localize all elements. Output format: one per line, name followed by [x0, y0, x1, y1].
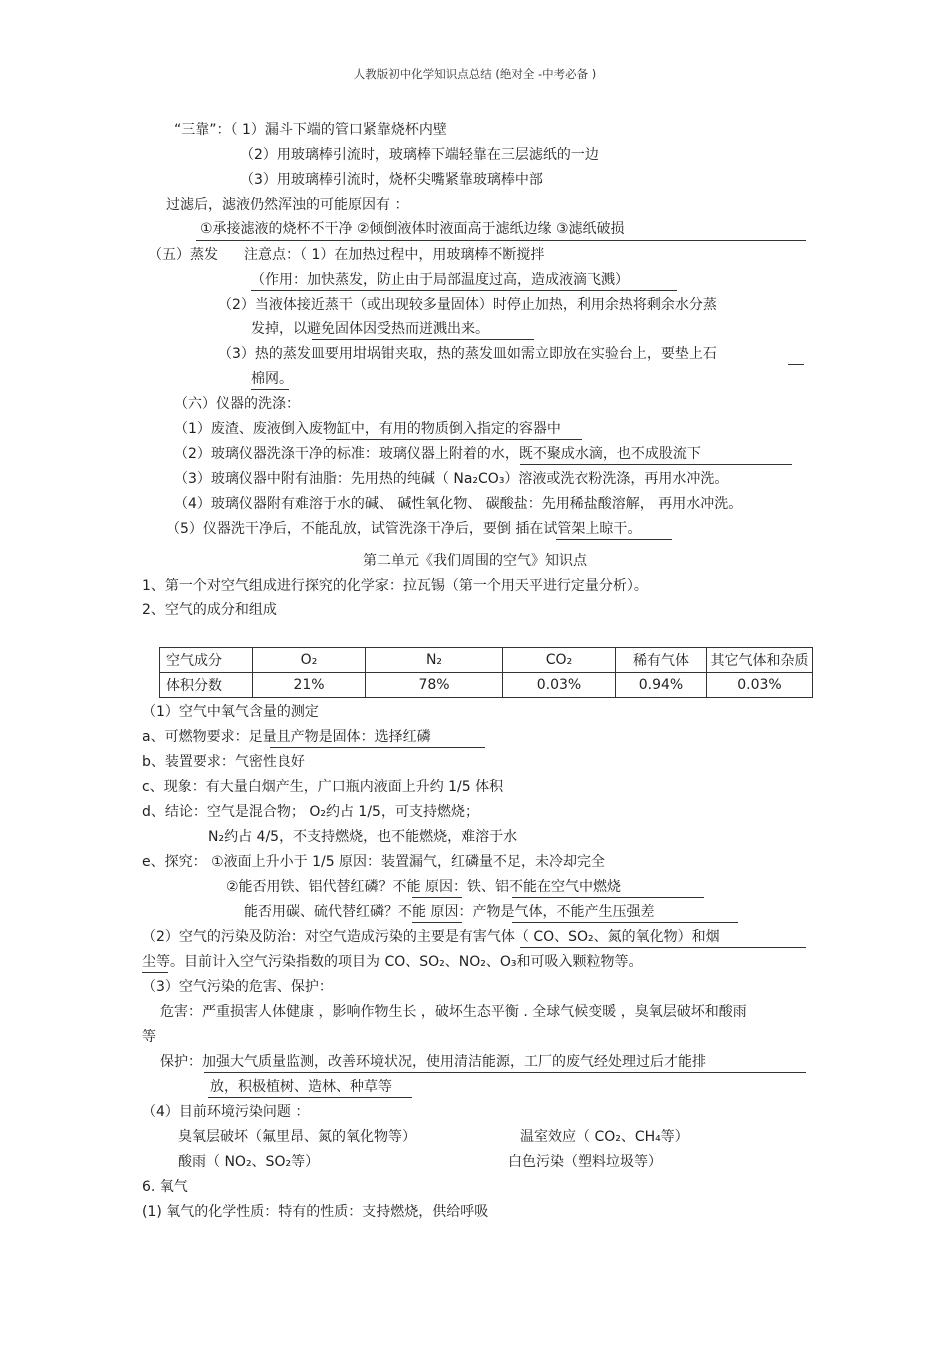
underline-rule [251, 389, 289, 390]
underline-rule [142, 972, 168, 973]
underline-rule [520, 464, 792, 465]
oxygen-measure-e2: ②能否用铁、铝代替红磷？不能 原因：铁、铝不能在空气中燃烧 [226, 879, 621, 895]
underline-rule [204, 1072, 806, 1073]
oxygen-measure-d: d、结论：空气是混合物； O₂约占 1/5，可支持燃烧； [142, 804, 479, 820]
washing-item-5: （5）仪器洗干净后，不能乱放，试管洗涤干净后，要倒 插在试管架上晾干。 [166, 521, 642, 537]
oxygen-property: (1) 氧气的化学性质：特有的性质：支持燃烧，供给呼吸 [142, 1204, 489, 1220]
washing-title: （六）仪器的洗涤： [174, 396, 300, 412]
table-cell: 78% [366, 673, 503, 698]
oxygen-measure-title: （1）空气中氧气含量的测定 [142, 704, 319, 720]
oxygen-measure-a: a、可燃物要求：足量且产物是固体：选择红磷 [142, 729, 431, 745]
evaporation-purpose: （作用：加快蒸发，防止由于局部温度过高，造成液滴飞溅） [251, 272, 629, 288]
pollution-harm-line1: 危害：严重损害人体健康 ，影响作物生长 ，破坏生态平衡 . 全球气候变暖 ，臭氧层破坏和酸雨 [160, 1004, 747, 1020]
table-cell: 0.03% [707, 673, 813, 698]
pollution-protect-line2: 放，积极植树、造林、种草等 [210, 1079, 392, 1095]
underline-rule [196, 240, 806, 241]
pollution-p3-title: （3）空气污染的危害、保护： [142, 979, 333, 995]
underline-rule [412, 922, 462, 923]
air-composition-table [159, 647, 813, 698]
underline-rule [251, 290, 677, 291]
table-row [160, 648, 813, 673]
pollution-protect-line1: 保护：加强大气质量监测，改善环境状况，使用清洁能源，工厂的废气经处理过后才能排 [160, 1054, 706, 1070]
table-header-cell: 稀有气体 [616, 648, 707, 673]
oxygen-measure-e3: 能否用碳、硫代替红磷？不能 原因：产物是气体，不能产生压强差 [244, 904, 655, 920]
table-row [160, 673, 813, 698]
underline-rule [512, 897, 704, 898]
pollution-p4-title: （4）目前环境污染问题 ： [142, 1104, 310, 1120]
underline-rule [312, 339, 534, 340]
pollution-ozone: 臭氧层破坏（氟里昂、氮的氧化物等） [178, 1129, 416, 1145]
evaporation-note-2-cont: 发掉，以避免固体因受热而迸溅出来。 [251, 321, 489, 337]
evaporation-note-1: 注意点：（ 1）在加热过程中，用玻璃棒不断搅拌 [244, 247, 545, 263]
table-cell: 0.94% [616, 673, 707, 698]
unit2-title: 第二单元《我们周围的空气》知识点 [363, 553, 587, 569]
unit2-point-2: 2、空气的成分和组成 [142, 602, 277, 618]
filter-three-lean-2: （2）用玻璃棒引流时，玻璃棒下端轻靠在三层滤纸的一边 [240, 147, 599, 163]
underline-rule [788, 364, 804, 365]
table-header-cell: CO₂ [503, 648, 616, 673]
table-cell: 21% [253, 673, 366, 698]
table-header-cell: O₂ [253, 648, 366, 673]
table-header-cell: 空气成分 [160, 648, 253, 673]
evaporation-note-3: （3）热的蒸发皿要用坩埚钳夹取，热的蒸发皿如需立即放在实验台上，要垫上石 [218, 346, 717, 362]
washing-item-4: （4）玻璃仪器附有难溶于水的碱、 碱性氧化物、 碳酸盐：先用稀盐酸溶解， 再用水冲洗。 [174, 496, 743, 512]
oxygen-measure-b: b、装置要求：气密性良好 [142, 754, 305, 770]
pollution-white: 白色污染（塑料垃圾等） [508, 1154, 662, 1170]
underline-rule [208, 1097, 412, 1098]
oxygen-measure-d2: N₂约占 4/5，不支持燃烧，也不能燃烧，难溶于水 [208, 829, 518, 845]
pollution-p2-line2: 尘等。目前计入空气污染指数的项目为 CO、SO₂、NO₂、O₃和可吸入颗粒物等。 [142, 954, 643, 970]
underline-rule [512, 922, 738, 923]
filter-three-lean-3: （3）用玻璃棒引流时，烧杯尖嘴紧靠玻璃棒中部 [240, 172, 543, 188]
pollution-acid-rain: 酸雨（ NO₂、SO₂等） [178, 1154, 320, 1170]
filter-turbid-reasons: ①承接滤液的烧杯不干净 ②倾倒液体时液面高于滤纸边缘 ③滤纸破损 [200, 221, 625, 237]
washing-item-1: （1）废渣、废液倒入废物缸中，有用的物质倒入指定的容器中 [174, 421, 561, 437]
underline-rule [326, 439, 582, 440]
table-cell: 0.03% [503, 673, 616, 698]
evaporation-note-2: （2）当液体接近蒸干（或出现较多量固体）时停止加热，利用余热将剩余水分蒸 [218, 297, 717, 313]
table-cell: 体积分数 [160, 673, 253, 698]
underline-rule [556, 539, 672, 540]
filter-turbid-intro: 过滤后，滤液仍然浑浊的可能原因有 ： [166, 197, 409, 213]
page-header: 人教版初中化学知识点总结 (绝对全 -中考必备 ) [353, 67, 597, 81]
underline-rule [412, 897, 462, 898]
oxygen-title: 6. 氧气 [142, 1179, 188, 1195]
table-header-cell: N₂ [366, 648, 503, 673]
pollution-greenhouse: 温室效应（ CO₂、CH₄等） [520, 1129, 689, 1145]
underline-rule [520, 947, 806, 948]
oxygen-measure-e: e、探究： ①液面上升小于 1/5 原因：装置漏气，红磷量不足，未冷却完全 [142, 854, 606, 870]
pollution-p2-line1: （2）空气的污染及防治：对空气造成污染的主要是有害气体（ CO、SO₂、氮的氧化物）和烟 [142, 929, 720, 945]
evaporation-heading: （五）蒸发 [148, 247, 218, 263]
washing-item-2: （2）玻璃仪器洗涤干净的标准：玻璃仪器上附着的水，既不聚成水滴，也不成股流下 [174, 446, 701, 462]
washing-item-3: （3）玻璃仪器中附有油脂：先用热的纯碱（ Na₂CO₃）溶液或洗衣粉洗涤，再用水冲洗。 [174, 471, 729, 487]
underline-rule [270, 747, 485, 748]
unit2-point-1: 1、第一个对空气组成进行探究的化学家：拉瓦锡（第一个用天平进行定量分析）。 [142, 578, 648, 594]
pollution-harm-line2: 等 [142, 1029, 156, 1045]
evaporation-note-3-cont: 棉网。 [251, 371, 293, 387]
filter-three-lean-1: “三靠”：（ 1）漏斗下端的管口紧靠烧杯内壁 [174, 122, 447, 138]
oxygen-measure-c: c、现象：有大量白烟产生，广口瓶内液面上升约 1/5 体积 [142, 779, 504, 795]
table-header-cell: 其它气体和杂质 [707, 648, 813, 673]
